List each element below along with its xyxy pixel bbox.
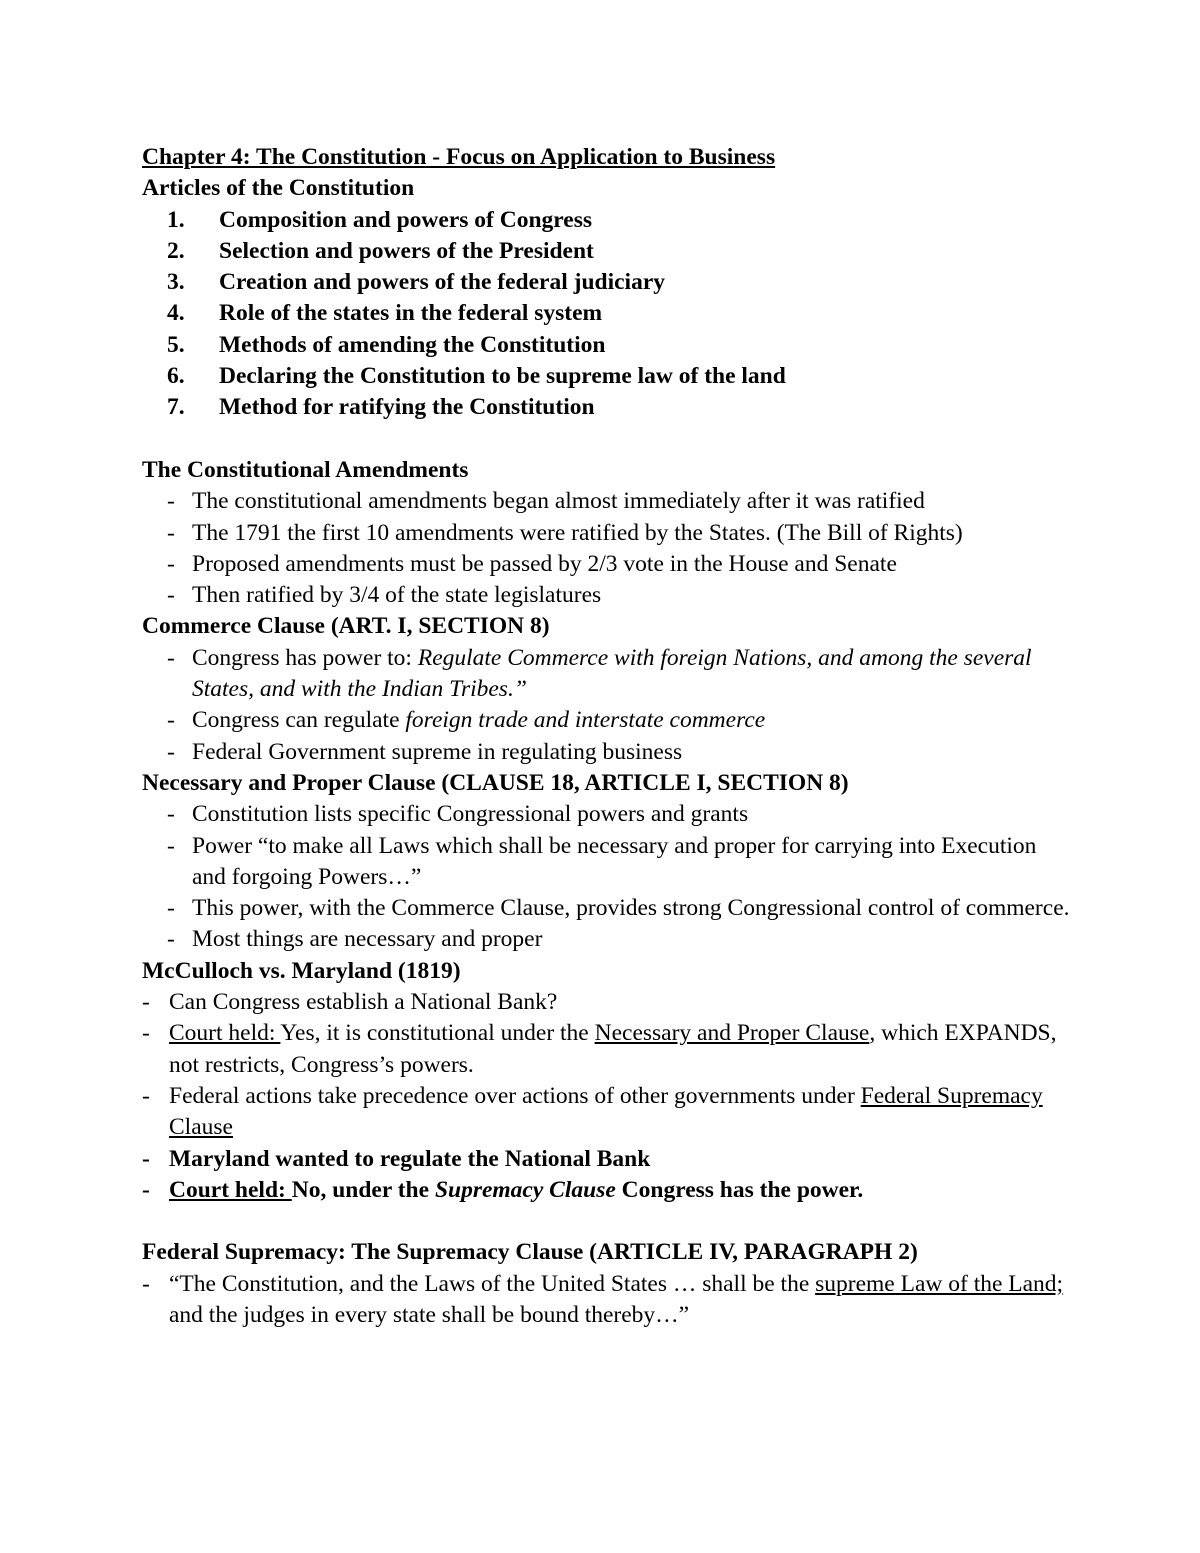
amendment-bullet: - The constitutional amendments began almost immediately after it was ratified xyxy=(142,486,1072,517)
dash-marker: - xyxy=(167,519,175,546)
article-item: 3. Creation and powers of the federal judiciary xyxy=(167,269,666,296)
commerce-heading: Commerce Clause (ART. I, SECTION 8) xyxy=(142,613,550,640)
articles-heading: Articles of the Constitution xyxy=(142,175,415,202)
dash-marker: - xyxy=(142,1020,150,1047)
article-item: 6. Declaring the Constitution to be supreme law of the land xyxy=(167,363,786,390)
necessary-bullet: - This power, with the Commerce Clause, provides strong Congressional control of commerce. xyxy=(142,893,1072,924)
amendment-bullet: - The 1791 the first 10 amendments were ratified by the States. (The Bill of Rights) xyxy=(142,518,1072,549)
dash-marker: - xyxy=(167,488,175,515)
commerce-bullet: - Congress can regulate foreign trade and interstate commerce xyxy=(142,705,1072,736)
dash-marker: - xyxy=(167,738,175,765)
dash-marker: - xyxy=(142,989,150,1016)
article-item: 1. Composition and powers of Congress xyxy=(167,206,592,233)
mcculloch-bullet: - Maryland wanted to regulate the National Bank xyxy=(142,1144,1072,1175)
dash-marker: - xyxy=(167,895,175,922)
dash-marker: - xyxy=(167,926,175,953)
mcculloch-heading: McCulloch vs. Maryland (1819) xyxy=(142,957,461,984)
spacer xyxy=(142,424,1072,455)
dash-marker: - xyxy=(167,582,175,609)
article-item: 2. Selection and powers of the President xyxy=(167,237,594,264)
supremacy-bullet: - “The Constitution, and the Laws of the United States … shall be the supreme Law of the Land; and the judges in every state shall be bound thereby…” xyxy=(142,1269,1072,1332)
document-page xyxy=(142,142,1072,1331)
amendment-bullet: - Proposed amendments must be passed by 2/3 vote in the House and Senate xyxy=(142,549,1072,580)
dash-marker: - xyxy=(167,644,175,671)
document-title: Chapter 4: The Constitution - Focus on Application to Business xyxy=(142,144,776,170)
dash-marker: - xyxy=(167,707,175,734)
dash-marker: - xyxy=(167,550,175,577)
mcculloch-bullet: - Federal actions take precedence over actions of other governments under Federal Supremacy Clause xyxy=(142,1081,1072,1144)
commerce-bullet: - Congress has power to: Regulate Commerce with foreign Nations, and among the several States, and with the Indian Tribes.” xyxy=(142,643,1072,706)
supremacy-heading: Federal Supremacy: The Supremacy Clause (ARTICLE IV, PARAGRAPH 2) xyxy=(142,1239,918,1266)
dash-marker: - xyxy=(142,1270,150,1297)
dash-marker: - xyxy=(142,1082,150,1109)
mcculloch-bullet: - Court held: Yes, it is constitutional under the Necessary and Proper Clause, which EXPANDS, not restricts, Congress’s powers. xyxy=(142,1018,1072,1081)
dash-marker: - xyxy=(167,801,175,828)
amendment-bullet: - Then ratified by 3/4 of the state legislatures xyxy=(142,580,1072,611)
spacer xyxy=(142,1206,1072,1237)
necessary-heading: Necessary and Proper Clause (CLAUSE 18, ARTICLE I, SECTION 8) xyxy=(142,769,849,796)
dash-marker: - xyxy=(142,1145,150,1172)
necessary-bullet: - Most things are necessary and proper xyxy=(142,924,1072,955)
commerce-bullet: - Federal Government supreme in regulating business xyxy=(142,737,1072,768)
article-item: 4. Role of the states in the federal system xyxy=(167,300,603,327)
dash-marker: - xyxy=(167,832,175,859)
dash-marker: - xyxy=(142,1176,150,1203)
necessary-bullet: - Power “to make all Laws which shall be necessary and proper for carrying into Execution and forgoing Powers…” xyxy=(142,831,1072,894)
mcculloch-bullet: - Court held: No, under the Supremacy Clause Congress has the power. xyxy=(142,1175,1072,1206)
mcculloch-bullet: - Can Congress establish a National Bank? xyxy=(142,987,1072,1018)
article-item: 7. Method for ratifying the Constitution xyxy=(167,394,595,421)
amendments-heading: The Constitutional Amendments xyxy=(142,456,469,483)
article-item: 5. Methods of amending the Constitution xyxy=(167,331,606,358)
necessary-bullet: - Constitution lists specific Congressional powers and grants xyxy=(142,799,1072,830)
